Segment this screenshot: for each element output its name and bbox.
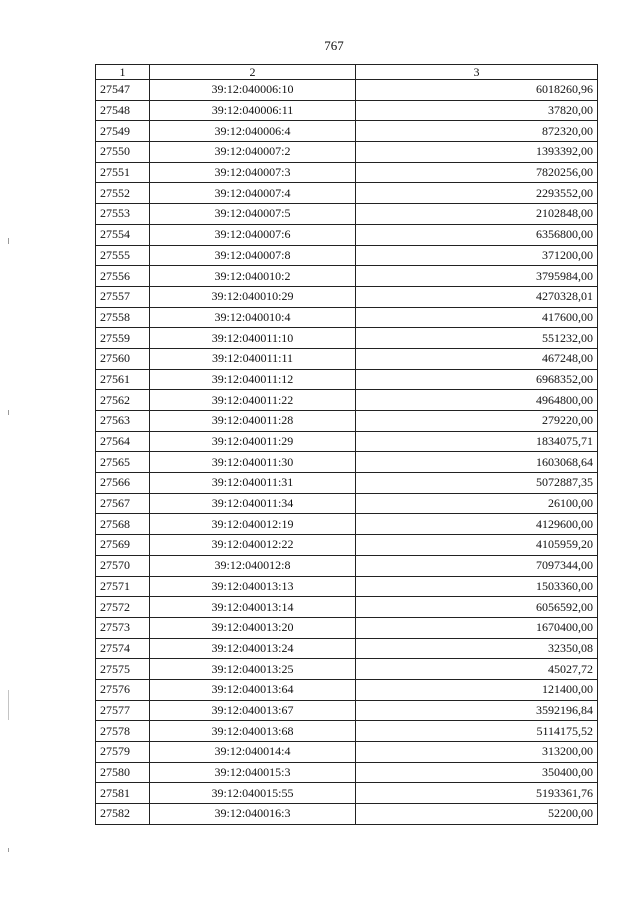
cadastral-number-cell: 39:12:040015:3 <box>150 762 356 783</box>
page-number: 767 <box>324 38 344 53</box>
cadastral-number-cell: 39:12:040013:14 <box>150 597 356 618</box>
cadastral-number-cell: 39:12:040011:28 <box>150 411 356 432</box>
cadastral-number-cell: 39:12:040006:10 <box>150 80 356 101</box>
cadastral-number-cell: 39:12:040007:6 <box>150 224 356 245</box>
cadastral-number-cell: 39:12:040006:11 <box>150 100 356 121</box>
row-number-cell: 27567 <box>96 493 150 514</box>
cadastral-value-cell: 6968352,00 <box>356 369 598 390</box>
table-row <box>96 617 598 638</box>
row-number-cell: 27581 <box>96 783 150 804</box>
row-number-cell: 27570 <box>96 555 150 576</box>
table-row <box>96 266 598 287</box>
table-row <box>96 183 598 204</box>
cadastral-value-cell: 45027,72 <box>356 659 598 680</box>
table-row <box>96 535 598 556</box>
cadastral-number-cell: 39:12:040011:29 <box>150 431 356 452</box>
cadastral-value-cell: 872320,00 <box>356 121 598 142</box>
cadastral-value-cell: 26100,00 <box>356 493 598 514</box>
cadastral-value-cell: 5193361,76 <box>356 783 598 804</box>
column-header-1: 1 <box>96 65 150 80</box>
row-number-cell: 27561 <box>96 369 150 390</box>
cadastral-number-cell: 39:12:040007:2 <box>150 142 356 163</box>
cadastral-value-cell: 6056592,00 <box>356 597 598 618</box>
table-row <box>96 245 598 266</box>
table-row <box>96 431 598 452</box>
row-number-cell: 27554 <box>96 224 150 245</box>
table-row <box>96 659 598 680</box>
cadastral-value-cell: 121400,00 <box>356 679 598 700</box>
column-header-2: 2 <box>150 65 356 80</box>
cadastral-number-cell: 39:12:040011:34 <box>150 493 356 514</box>
table-row <box>96 473 598 494</box>
cadastral-value-cell: 2293552,00 <box>356 183 598 204</box>
cadastral-value-cell: 5072887,35 <box>356 473 598 494</box>
header-row <box>96 65 598 80</box>
cadastral-number-cell: 39:12:040011:12 <box>150 369 356 390</box>
cadastral-number-cell: 39:12:040010:2 <box>150 266 356 287</box>
row-number-cell: 27548 <box>96 100 150 121</box>
row-number-cell: 27558 <box>96 307 150 328</box>
cadastral-number-cell: 39:12:040013:64 <box>150 679 356 700</box>
cadastral-number-cell: 39:12:040014:4 <box>150 742 356 763</box>
row-number-cell: 27576 <box>96 679 150 700</box>
row-number-cell: 27571 <box>96 576 150 597</box>
row-number-cell: 27550 <box>96 142 150 163</box>
row-number-cell: 27579 <box>96 742 150 763</box>
cadastral-number-cell: 39:12:040011:22 <box>150 390 356 411</box>
row-number-cell: 27564 <box>96 431 150 452</box>
row-number-cell: 27563 <box>96 411 150 432</box>
cadastral-value-cell: 313200,00 <box>356 742 598 763</box>
table-row <box>96 493 598 514</box>
row-number-cell: 27565 <box>96 452 150 473</box>
table-row <box>96 100 598 121</box>
table-row <box>96 307 598 328</box>
cadastral-value-cell: 5114175,52 <box>356 721 598 742</box>
table-row <box>96 721 598 742</box>
cadastral-value-cell: 350400,00 <box>356 762 598 783</box>
table-row <box>96 142 598 163</box>
cadastral-value-cell: 467248,00 <box>356 348 598 369</box>
table-row <box>96 514 598 535</box>
row-number-cell: 27575 <box>96 659 150 680</box>
cadastral-number-cell: 39:12:040011:11 <box>150 348 356 369</box>
row-number-cell: 27582 <box>96 804 150 825</box>
cadastral-value-cell: 279220,00 <box>356 411 598 432</box>
cadastral-number-cell: 39:12:040015:55 <box>150 783 356 804</box>
table-row <box>96 390 598 411</box>
cadastral-value-cell: 4964800,00 <box>356 390 598 411</box>
cadastral-value-cell: 37820,00 <box>356 100 598 121</box>
row-number-cell: 27555 <box>96 245 150 266</box>
table-row <box>96 700 598 721</box>
cadastral-number-cell: 39:12:040010:4 <box>150 307 356 328</box>
cadastral-value-table <box>95 64 598 825</box>
cadastral-value-cell: 3592196,84 <box>356 700 598 721</box>
table-row <box>96 348 598 369</box>
cadastral-number-cell: 39:12:040013:25 <box>150 659 356 680</box>
cadastral-number-cell: 39:12:040007:3 <box>150 162 356 183</box>
cadastral-value-cell: 52200,00 <box>356 804 598 825</box>
row-number-cell: 27577 <box>96 700 150 721</box>
cadastral-value-cell: 2102848,00 <box>356 204 598 225</box>
row-number-cell: 27551 <box>96 162 150 183</box>
cadastral-value-cell: 1834075,71 <box>356 431 598 452</box>
table-header <box>96 65 598 80</box>
table-row <box>96 452 598 473</box>
row-number-cell: 27572 <box>96 597 150 618</box>
row-number-cell: 27553 <box>96 204 150 225</box>
cadastral-value-cell: 4270328,01 <box>356 286 598 307</box>
table-row <box>96 597 598 618</box>
table-row <box>96 742 598 763</box>
cadastral-value-cell: 551232,00 <box>356 328 598 349</box>
row-number-cell: 27566 <box>96 473 150 494</box>
cadastral-number-cell: 39:12:040013:13 <box>150 576 356 597</box>
cadastral-number-cell: 39:12:040013:20 <box>150 617 356 638</box>
cadastral-number-cell: 39:12:040013:68 <box>150 721 356 742</box>
scan-artifact-mark <box>8 410 9 415</box>
cadastral-number-cell: 39:12:040011:10 <box>150 328 356 349</box>
cadastral-number-cell: 39:12:040013:67 <box>150 700 356 721</box>
cadastral-number-cell: 39:12:040011:30 <box>150 452 356 473</box>
table-row <box>96 162 598 183</box>
cadastral-value-cell: 1603068,64 <box>356 452 598 473</box>
row-number-cell: 27568 <box>96 514 150 535</box>
table-body <box>96 80 598 825</box>
cadastral-value-cell: 6356800,00 <box>356 224 598 245</box>
cadastral-number-cell: 39:12:040012:8 <box>150 555 356 576</box>
cadastral-value-cell: 6018260,96 <box>356 80 598 101</box>
table-row <box>96 204 598 225</box>
cadastral-value-cell: 4129600,00 <box>356 514 598 535</box>
table-row <box>96 369 598 390</box>
row-number-cell: 27557 <box>96 286 150 307</box>
table-row <box>96 328 598 349</box>
cadastral-value-cell: 32350,08 <box>356 638 598 659</box>
row-number-cell: 27580 <box>96 762 150 783</box>
row-number-cell: 27547 <box>96 80 150 101</box>
cadastral-number-cell: 39:12:040012:19 <box>150 514 356 535</box>
table-row <box>96 576 598 597</box>
table-row <box>96 555 598 576</box>
cadastral-value-cell: 1670400,00 <box>356 617 598 638</box>
row-number-cell: 27552 <box>96 183 150 204</box>
scan-artifact-mark <box>8 848 9 852</box>
cadastral-number-cell: 39:12:040007:8 <box>150 245 356 266</box>
cadastral-number-cell: 39:12:040016:3 <box>150 804 356 825</box>
column-header-3: 3 <box>356 65 598 80</box>
cadastral-number-cell: 39:12:040011:31 <box>150 473 356 494</box>
table-row <box>96 224 598 245</box>
table-row <box>96 804 598 825</box>
row-number-cell: 27569 <box>96 535 150 556</box>
cadastral-number-cell: 39:12:040007:4 <box>150 183 356 204</box>
row-number-cell: 27573 <box>96 617 150 638</box>
table-row <box>96 679 598 700</box>
table-row <box>96 286 598 307</box>
cadastral-number-cell: 39:12:040010:29 <box>150 286 356 307</box>
table-row <box>96 638 598 659</box>
cadastral-value-cell: 1393392,00 <box>356 142 598 163</box>
row-number-cell: 27559 <box>96 328 150 349</box>
cadastral-value-cell: 1503360,00 <box>356 576 598 597</box>
row-number-cell: 27549 <box>96 121 150 142</box>
cadastral-value-cell: 4105959,20 <box>356 535 598 556</box>
row-number-cell: 27574 <box>96 638 150 659</box>
row-number-cell: 27560 <box>96 348 150 369</box>
table-row <box>96 411 598 432</box>
table-row <box>96 762 598 783</box>
scan-artifact-mark <box>8 238 9 244</box>
cadastral-number-cell: 39:12:040006:4 <box>150 121 356 142</box>
table-row <box>96 783 598 804</box>
table-row <box>96 121 598 142</box>
cadastral-value-cell: 3795984,00 <box>356 266 598 287</box>
cadastral-value-cell: 371200,00 <box>356 245 598 266</box>
cadastral-value-cell: 7820256,00 <box>356 162 598 183</box>
cadastral-number-cell: 39:12:040013:24 <box>150 638 356 659</box>
row-number-cell: 27556 <box>96 266 150 287</box>
cadastral-number-cell: 39:12:040007:5 <box>150 204 356 225</box>
cadastral-value-cell: 7097344,00 <box>356 555 598 576</box>
table-row <box>96 80 598 101</box>
row-number-cell: 27578 <box>96 721 150 742</box>
row-number-cell: 27562 <box>96 390 150 411</box>
cadastral-number-cell: 39:12:040012:22 <box>150 535 356 556</box>
scan-artifact-mark <box>8 690 9 720</box>
cadastral-value-cell: 417600,00 <box>356 307 598 328</box>
